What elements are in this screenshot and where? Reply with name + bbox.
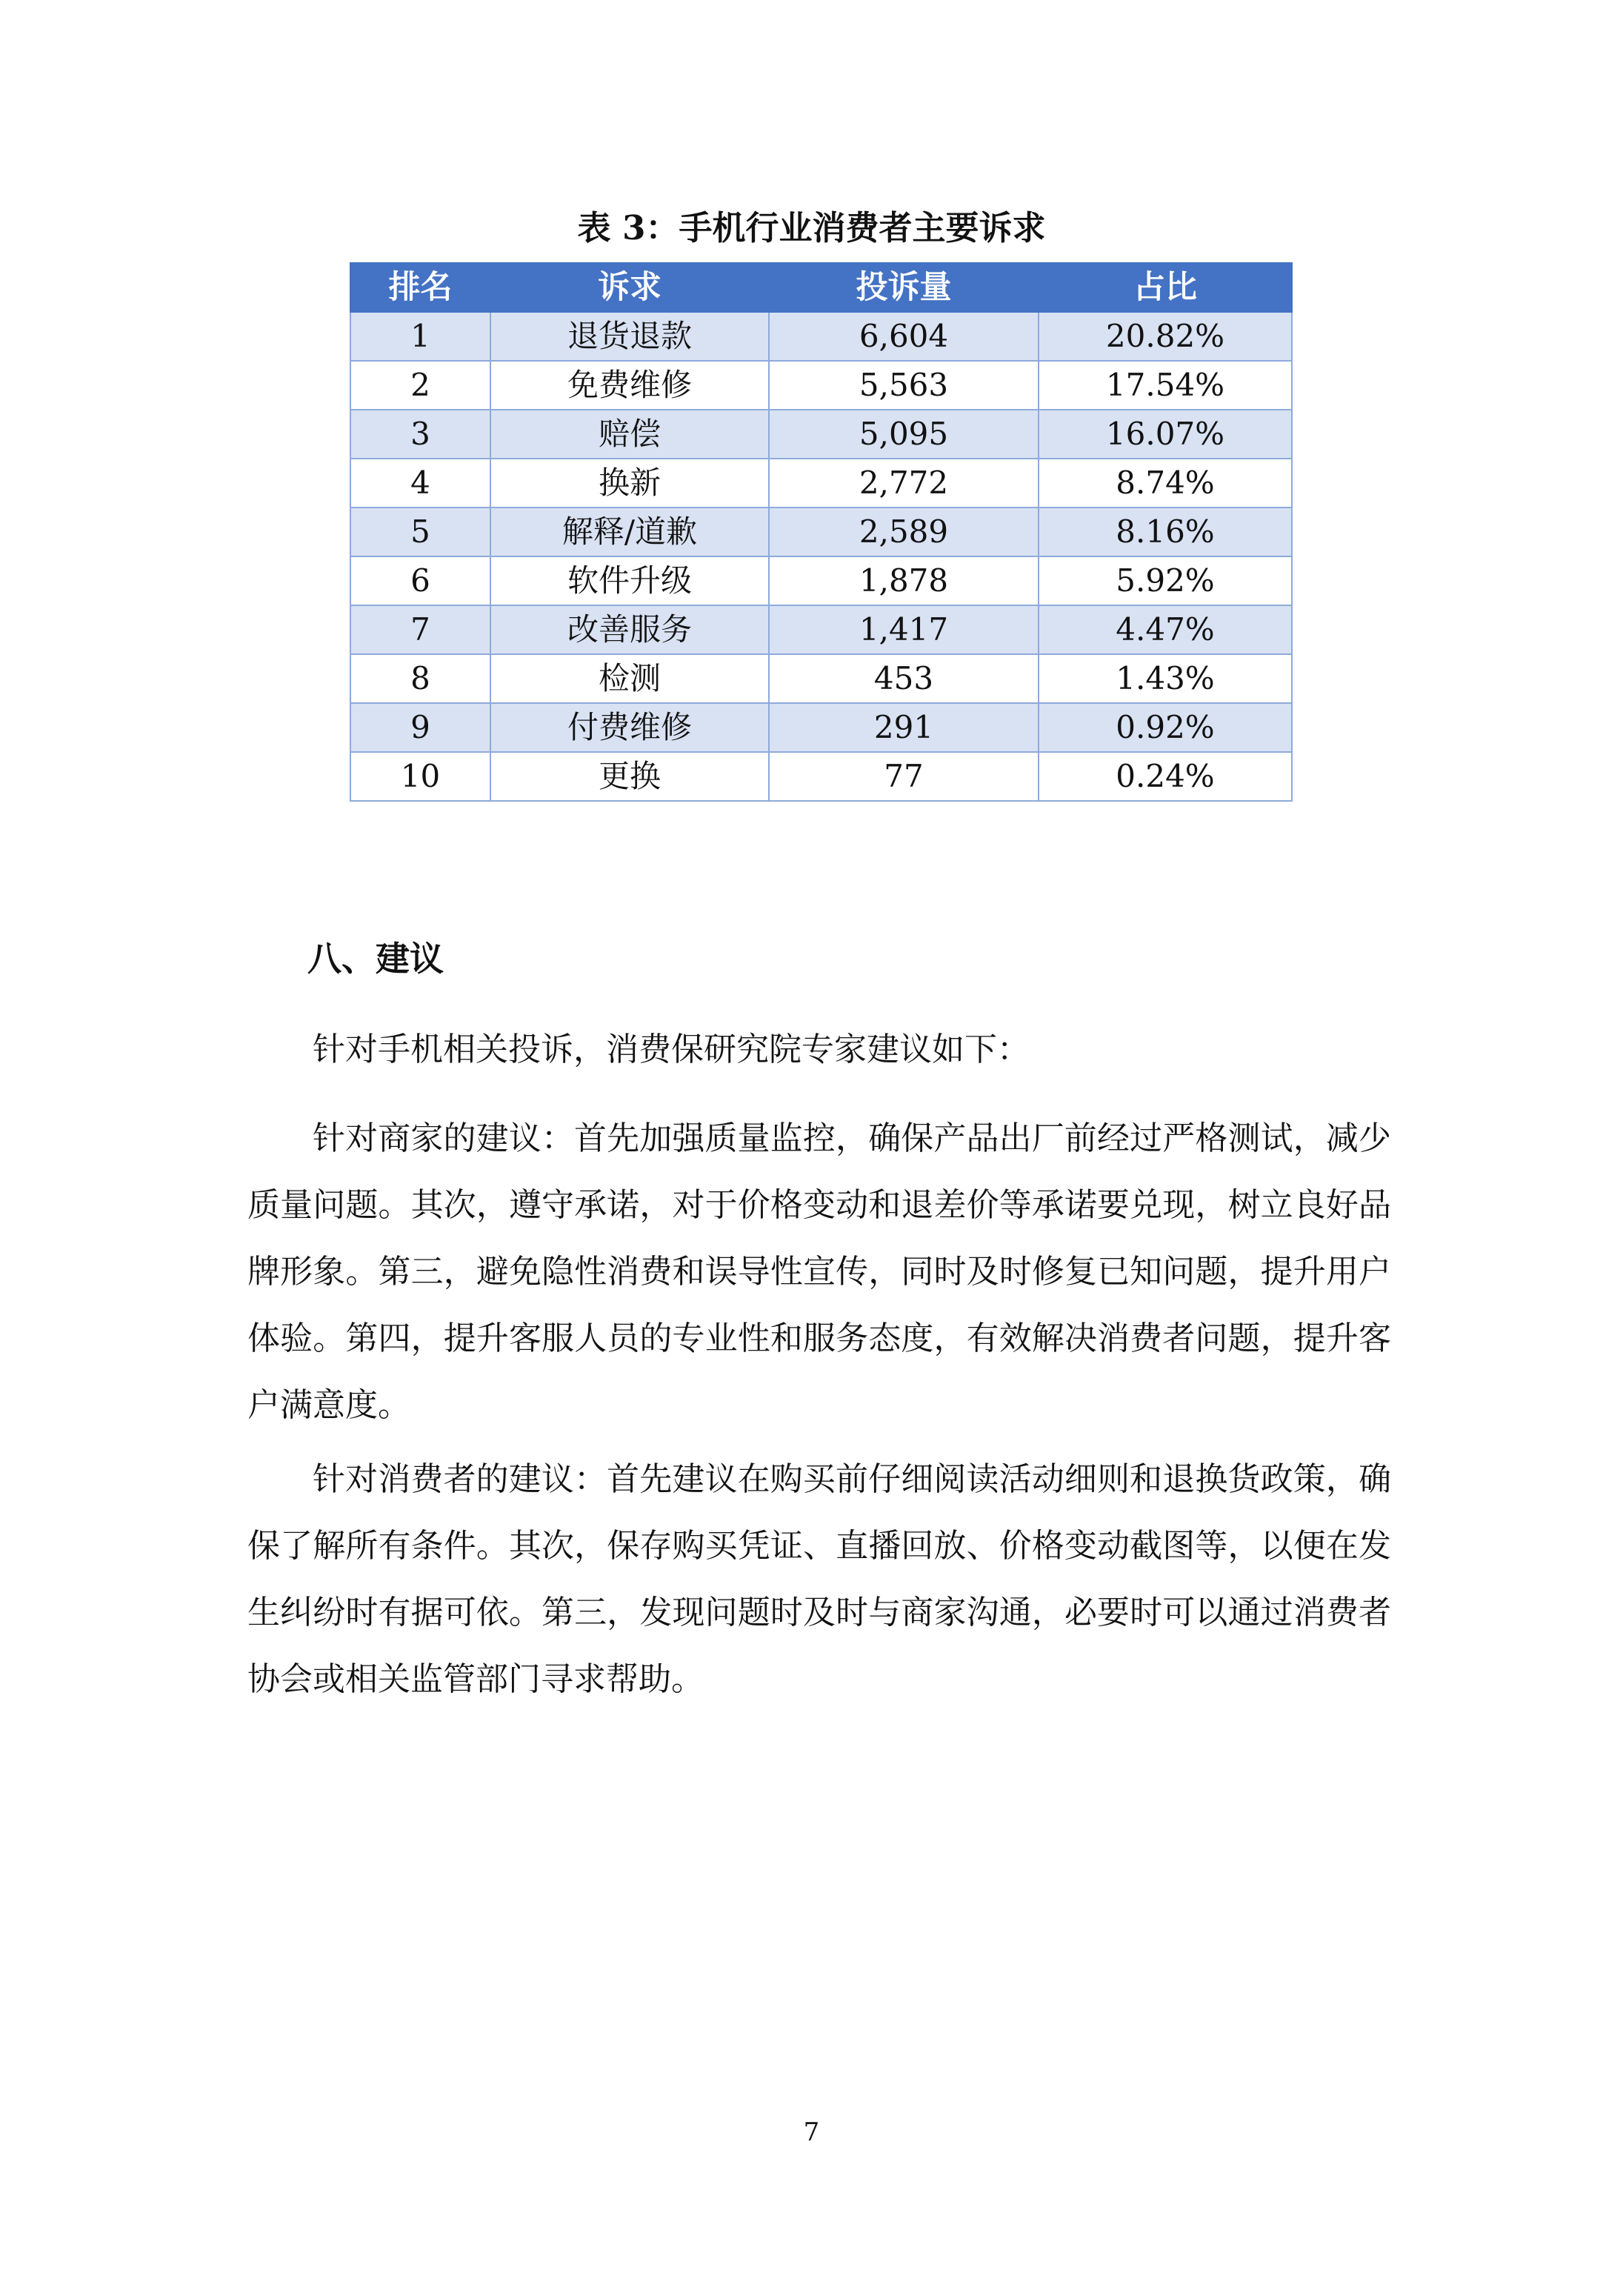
cell-rank: 6 bbox=[350, 556, 490, 605]
cell-rank: 1 bbox=[350, 312, 490, 361]
table-row bbox=[350, 410, 1292, 459]
paragraph-intro: 针对手机相关投诉，消费保研究院专家建议如下： bbox=[313, 1031, 1030, 1068]
cell-share: 0.92% bbox=[1039, 703, 1292, 752]
cell-rank: 9 bbox=[350, 703, 490, 752]
cell-demand: 退货退款 bbox=[490, 312, 769, 361]
cell-rank: 4 bbox=[350, 459, 490, 508]
table-row bbox=[350, 654, 1292, 703]
cell-rank: 10 bbox=[350, 752, 490, 801]
cell-count: 2,589 bbox=[769, 508, 1039, 556]
header-complaint-count: 投诉量 bbox=[769, 263, 1039, 312]
cell-rank: 8 bbox=[350, 654, 490, 703]
cell-demand: 赔偿 bbox=[490, 410, 769, 459]
complaints-table bbox=[350, 262, 1293, 802]
cell-share: 8.16% bbox=[1039, 508, 1292, 556]
cell-count: 5,563 bbox=[769, 361, 1039, 410]
cell-demand: 更换 bbox=[490, 752, 769, 801]
cell-share: 8.74% bbox=[1039, 459, 1292, 508]
cell-count: 453 bbox=[769, 654, 1039, 703]
table-row bbox=[350, 459, 1292, 508]
cell-demand: 解释/道歉 bbox=[490, 508, 769, 556]
cell-rank: 5 bbox=[350, 508, 490, 556]
header-share: 占比 bbox=[1039, 263, 1292, 312]
header-rank: 排名 bbox=[350, 263, 490, 312]
section-heading: 八、建议 bbox=[307, 939, 444, 979]
cell-demand: 改善服务 bbox=[490, 605, 769, 654]
cell-count: 291 bbox=[769, 703, 1039, 752]
table-header-row bbox=[350, 263, 1292, 312]
cell-rank: 7 bbox=[350, 605, 490, 654]
page-number: 7 bbox=[803, 2117, 820, 2147]
cell-demand: 换新 bbox=[490, 459, 769, 508]
table-row bbox=[350, 312, 1292, 361]
cell-demand: 付费维修 bbox=[490, 703, 769, 752]
cell-count: 77 bbox=[769, 752, 1039, 801]
header-demand: 诉求 bbox=[490, 263, 769, 312]
paragraph-consumer-advice: 针对消费者的建议：首先建议在购买前仔细阅读活动细则和退换货政策，确保了解所有条件。其次，保存购买凭证、直播回放、价格变动截图等，以便在发生纠纷时有据可依。第三，发现问题时及时与商家沟通，必要时可以通过消费者协会或相关监管部门寻求帮助。 bbox=[247, 1460, 1391, 1698]
cell-share: 4.47% bbox=[1039, 605, 1292, 654]
cell-count: 5,095 bbox=[769, 410, 1039, 459]
cell-share: 1.43% bbox=[1039, 654, 1292, 703]
cell-demand: 软件升级 bbox=[490, 556, 769, 605]
cell-demand: 免费维修 bbox=[490, 361, 769, 410]
cell-share: 17.54% bbox=[1039, 361, 1292, 410]
table-caption: 表 3：手机行业消费者主要诉求 bbox=[577, 208, 1046, 247]
table-row bbox=[350, 703, 1292, 752]
cell-count: 6,604 bbox=[769, 312, 1039, 361]
cell-rank: 2 bbox=[350, 361, 490, 410]
cell-count: 2,772 bbox=[769, 459, 1039, 508]
cell-share: 5.92% bbox=[1039, 556, 1292, 605]
cell-count: 1,417 bbox=[769, 605, 1039, 654]
cell-rank: 3 bbox=[350, 410, 490, 459]
table-row bbox=[350, 508, 1292, 556]
cell-demand: 检测 bbox=[490, 654, 769, 703]
paragraph-merchant-advice: 针对商家的建议：首先加强质量监控，确保产品出厂前经过严格测试，减少质量问题。其次，遵守承诺，对于价格变动和退差价等承诺要兑现，树立良好品牌形象。第三，避免隐性消费和误导性宣传，同时及时修复已知问题，提升用户体验。第四，提升客服人员的专业性和服务态度，有效解决消费者问题，提升客户满意度。 bbox=[247, 1119, 1391, 1424]
table-row bbox=[350, 605, 1292, 654]
cell-share: 20.82% bbox=[1039, 312, 1292, 361]
table-row bbox=[350, 361, 1292, 410]
table-row bbox=[350, 752, 1292, 801]
table-row bbox=[350, 556, 1292, 605]
cell-share: 0.24% bbox=[1039, 752, 1292, 801]
cell-count: 1,878 bbox=[769, 556, 1039, 605]
cell-share: 16.07% bbox=[1039, 410, 1292, 459]
